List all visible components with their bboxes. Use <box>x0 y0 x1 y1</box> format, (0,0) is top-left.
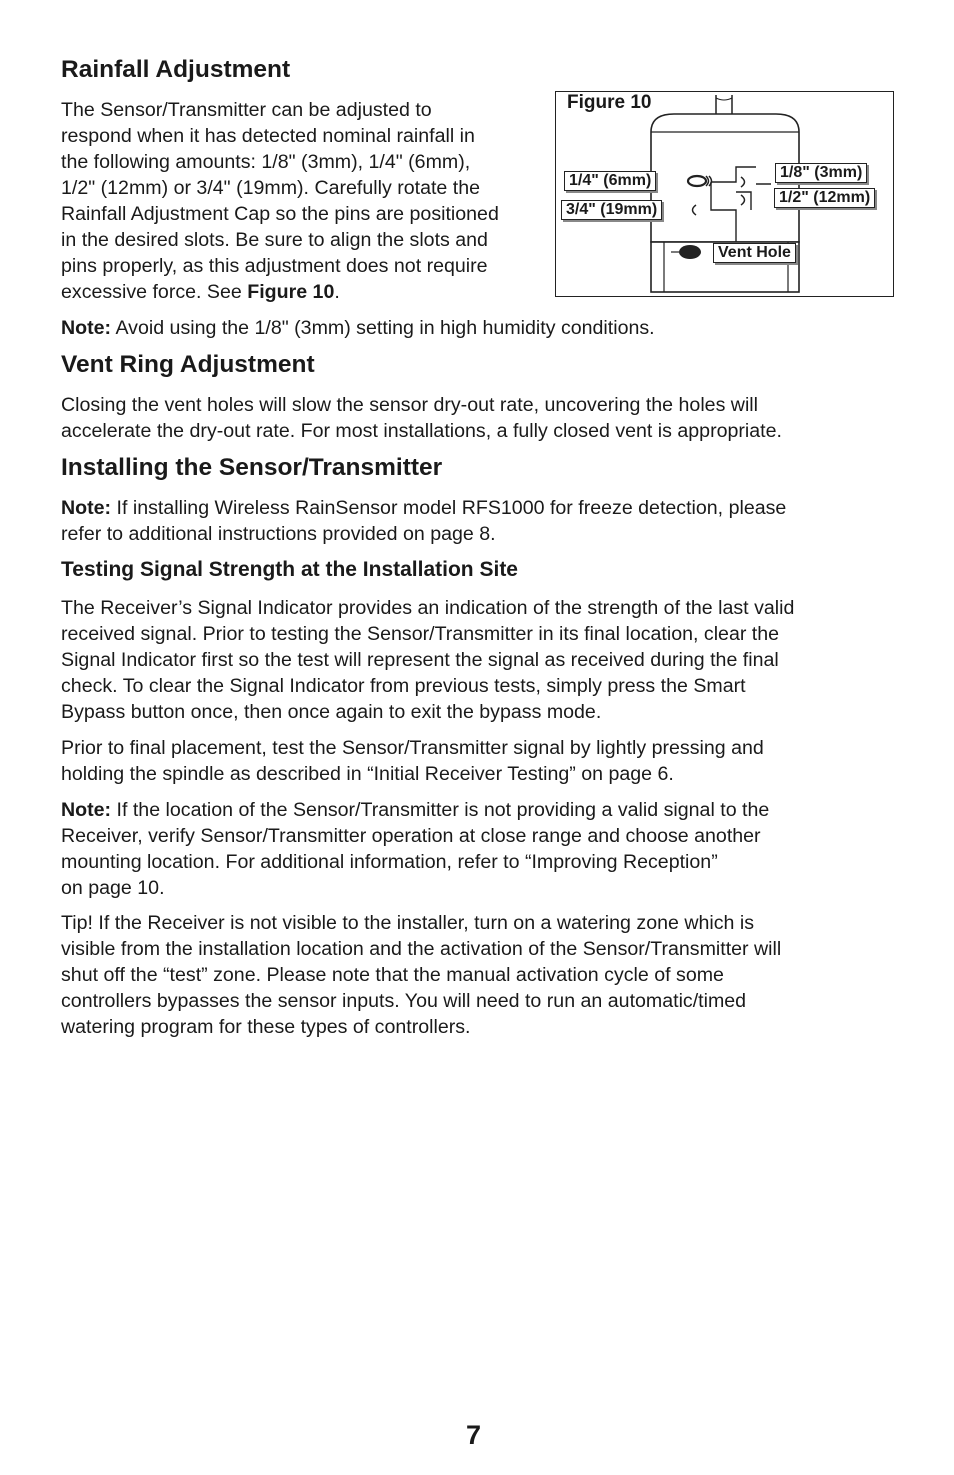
rainfall-line: The Sensor/Transmitter can be adjusted to <box>61 99 432 121</box>
figure-title: Figure 10 <box>567 92 652 113</box>
testing-line: Signal Indicator first so the test will represent the signal as received during the final <box>61 649 779 671</box>
testing-paragraph-2 <box>61 735 921 787</box>
note-label: Note: <box>61 497 112 519</box>
testing-line: check. To clear the Signal Indicator from previous tests, simply press the Smart <box>61 675 746 697</box>
rainfall-last-suffix: . <box>334 281 340 303</box>
testing-note-line: Receiver, verify Sensor/Transmitter operation at close range and choose another <box>61 825 761 847</box>
label-three-quarter-inch: 3/4" (19mm) <box>561 200 662 220</box>
rainfall-line: Rainfall Adjustment Cap so the pins are positioned <box>61 203 499 225</box>
vent-line: accelerate the dry-out rate. For most installations, a fully closed vent is appropriate. <box>61 420 782 442</box>
rainfall-line-last <box>61 279 551 305</box>
vent-paragraph <box>61 392 921 444</box>
label-half-inch: 1/2" (12mm) <box>774 188 875 208</box>
testing-note-line: mounting location. For additional information, refer to “Improving Reception” <box>61 851 718 873</box>
vent-line: Closing the vent holes will slow the sensor dry-out rate, uncovering the holes will <box>61 394 759 416</box>
rainfall-last-prefix: excessive force. See <box>61 281 248 303</box>
testing-heading: Testing Signal Strength at the Installation Site <box>61 558 518 581</box>
tip-line: watering program for these types of controllers. <box>61 1016 471 1038</box>
label-vent-hole: Vent Hole <box>713 243 796 263</box>
rainfall-note <box>61 315 655 341</box>
testing-note <box>61 797 921 901</box>
note-label: Note: <box>61 317 112 339</box>
vent-heading: Vent Ring Adjustment <box>61 351 315 378</box>
rainfall-line: respond when it has detected nominal rainfall in <box>61 125 475 147</box>
testing-line: Bypass button once, then once again to exit the bypass mode. <box>61 701 602 723</box>
tip-line: controllers bypasses the sensor inputs. You will need to run an automatic/timed <box>61 990 747 1012</box>
note-text: Avoid using the 1/8" (3mm) setting in high humidity conditions. <box>111 317 655 339</box>
rainfall-heading: Rainfall Adjustment <box>61 56 291 83</box>
rainfall-paragraph <box>61 97 551 305</box>
figure-reference: Figure 10 <box>247 281 335 303</box>
testing-line: Prior to final placement, test the Sensor/Transmitter signal by lightly pressing and <box>61 737 764 759</box>
testing-line: The Receiver’s Signal Indicator provides an indication of the strength of the last valid <box>61 597 795 619</box>
rainfall-line: pins properly, as this adjustment does not require <box>61 255 488 277</box>
page-number: 7 <box>466 1420 482 1450</box>
testing-line: holding the spindle as described in “Initial Receiver Testing” on page 6. <box>61 763 674 785</box>
tip-line: shut off the “test” zone. Please note that the manual activation cycle of some <box>61 964 724 986</box>
tip-line: visible from the installation location and the activation of the Sensor/Transmitter will <box>61 938 782 960</box>
tip-line: Tip! If the Receiver is not visible to the installer, turn on a watering zone which is <box>61 912 755 934</box>
label-quarter-inch: 1/4" (6mm) <box>564 171 656 191</box>
tip-paragraph <box>61 910 921 1040</box>
note-text: If the location of the Sensor/Transmitter is not providing a valid signal to the <box>111 799 770 821</box>
note-label: Note: <box>61 799 112 821</box>
testing-line: received signal. Prior to testing the Sensor/Transmitter in its final location, clear the <box>61 623 780 645</box>
installing-note-line <box>61 495 921 521</box>
testing-paragraph-1 <box>61 595 921 725</box>
testing-note-line: on page 10. <box>61 877 165 899</box>
testing-note-line <box>61 797 921 823</box>
installing-heading: Installing the Sensor/Transmitter <box>61 454 443 481</box>
label-eighth-inch: 1/8" (3mm) <box>775 163 867 183</box>
rainfall-line: in the desired slots. Be sure to align the slots and <box>61 229 488 251</box>
rainfall-line: 1/2" (12mm) or 3/4" (19mm). Carefully rotate the <box>61 177 480 199</box>
installing-note <box>61 495 921 547</box>
figure-10 <box>555 91 894 297</box>
note-text: If installing Wireless RainSensor model RFS1000 for freeze detection, please <box>111 497 787 519</box>
rainfall-line: the following amounts: 1/8" (3mm), 1/4" (6mm), <box>61 151 471 173</box>
installing-note-line: refer to additional instructions provided on page 8. <box>61 523 496 545</box>
